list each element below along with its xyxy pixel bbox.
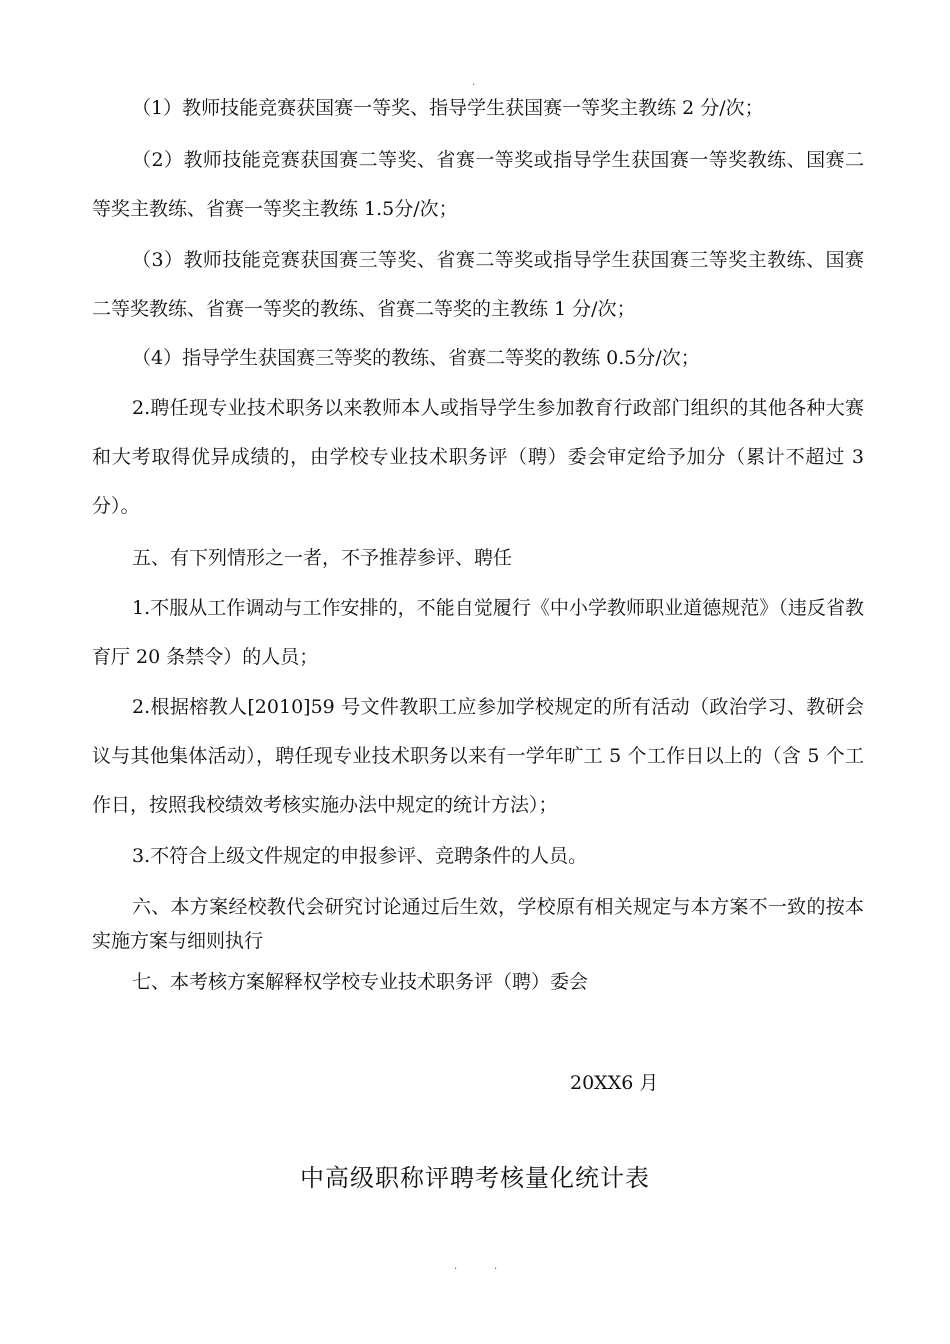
document-date: 20XX6 月: [570, 1072, 659, 1094]
section-five-heading: 五、有下列情形之一者，不予推荐参评、聘任: [132, 547, 513, 569]
header-dot: .: [472, 77, 476, 88]
paragraph-exclusion-3: 3.不符合上级文件规定的申报参评、竞聘条件的人员。: [132, 845, 588, 867]
section-six: 六、本方案经校教代会研究讨论通过后生效，学校原有相关规定与本方案不一致的按本实施方案与细则执行: [92, 896, 864, 952]
paragraph-award-2: （2）教师技能竞赛获国赛二等奖、省赛一等奖或指导学生获国赛一等奖教练、国赛二等奖主教练、省赛一等奖主教练 1.5分/次；: [92, 149, 864, 220]
paragraph-exclusion-1: 1.不服从工作调动与工作安排的，不能自觉履行《中小学教师职业道德规范》（违反省教育厅 20 条禁令）的人员；: [92, 597, 864, 668]
section-seven: 七、本考核方案解释权学校专业技术职务评（聘）委会: [132, 971, 589, 993]
table-title: 中高级职称评聘考核量化统计表: [300, 1164, 650, 1192]
footer-dot-left: .: [454, 1261, 458, 1272]
paragraph-award-3: （3）教师技能竞赛获国赛三等奖、省赛二等奖或指导学生获国赛三等奖主教练、国赛二等奖教练、省赛一等奖的教练、省赛二等奖的主教练 1 分/次；: [92, 249, 864, 320]
paragraph-other-contests: 2.聘任现专业技术职务以来教师本人或指导学生参加教育行政部门组织的其他各种大赛和大考取得优异成绩的，由学校专业技术职务评（聘）委会审定给予加分（累计不超过 3 分）。: [92, 397, 864, 517]
paragraph-award-1: （1）教师技能竞赛获国赛一等奖、指导学生获国赛一等奖主教练 2 分/次；: [132, 97, 764, 119]
paragraph-exclusion-2: 2.根据榕教人[2010]59 号文件教职工应参加学校规定的所有活动（政治学习、教研会议与其他集体活动），聘任现专业技术职务以来有一学年旷工 5 个工作日以上的（含 5 个工作日，按照我校绩效考核实施办法中规定的统计方法）；: [92, 696, 864, 816]
footer-dot-right: .: [494, 1261, 498, 1272]
paragraph-award-4: （4）指导学生获国赛三等奖的教练、省赛二等奖的教练 0.5分/次；: [132, 347, 700, 369]
